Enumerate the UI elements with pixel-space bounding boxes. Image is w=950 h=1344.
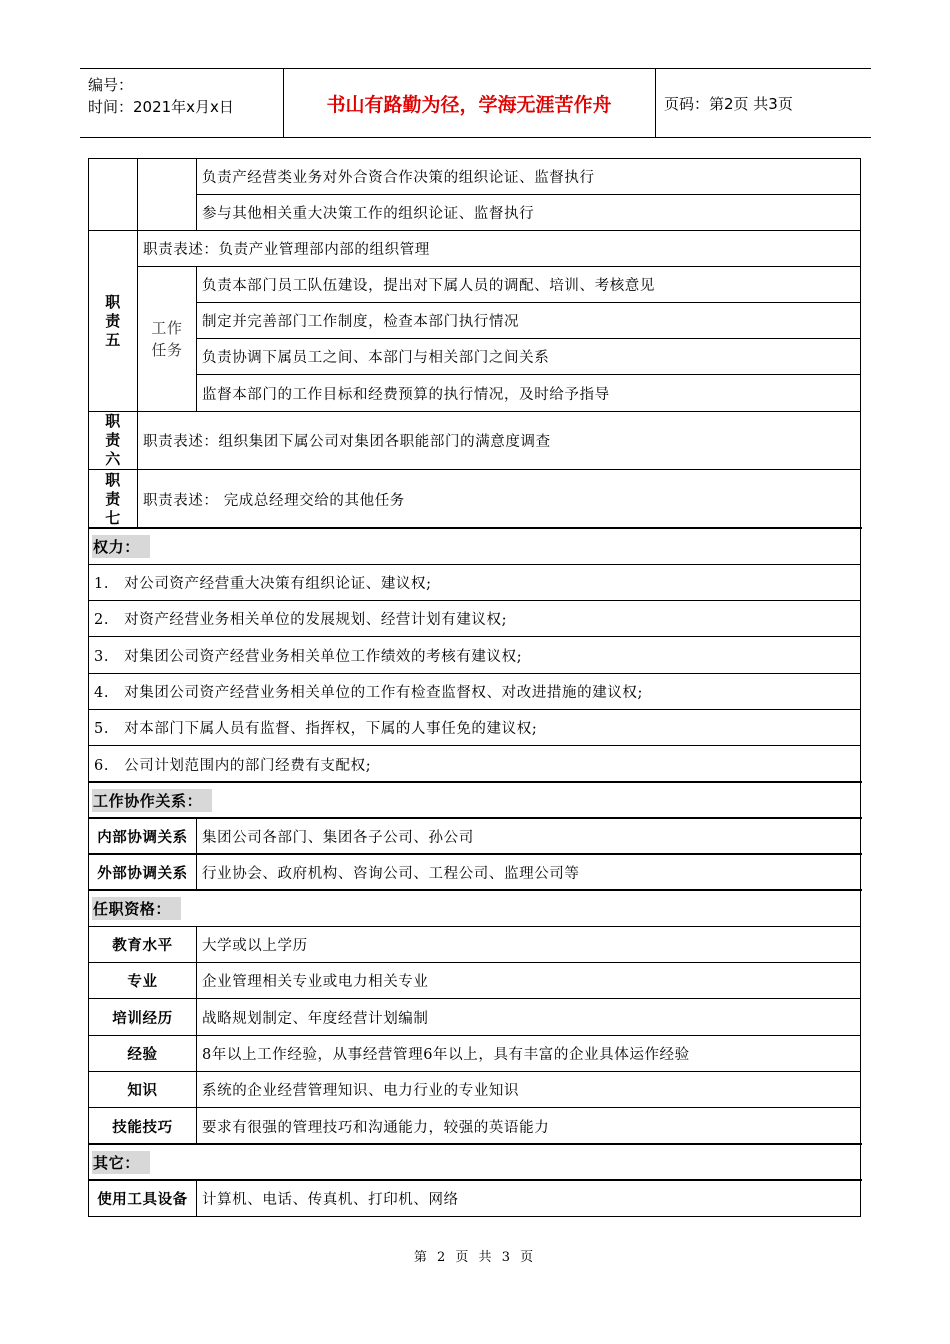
- duty6-label: [88, 411, 138, 470]
- document-number-label: 编号：: [88, 76, 134, 94]
- qualification-label: 培训经历: [88, 998, 197, 1036]
- cooperation-section-title: [88, 782, 861, 819]
- header-page-number: 页码：第2页 共3页: [664, 94, 793, 113]
- page-header: [80, 68, 871, 138]
- qualification-label: 知识: [88, 1071, 197, 1108]
- qualifications-title: 任职资格：: [92, 897, 181, 920]
- qualification-label: 经验: [88, 1035, 197, 1072]
- task-label-line: 任务: [151, 341, 183, 359]
- duty6-label-char: 六: [105, 450, 121, 468]
- duty-label-cell-empty: [88, 158, 138, 231]
- task-label-cell-empty: [137, 158, 197, 231]
- duty7-description: 职责表述： 完成总经理交给的其他任务: [137, 469, 861, 529]
- powers-title: 权力：: [92, 535, 150, 558]
- duty5-task-row: 制定并完善部门工作制度，检查本部门执行情况: [196, 302, 861, 339]
- power-item: 6. 公司计划范围内的部门经费有支配权;: [88, 745, 861, 783]
- qualification-label: 专业: [88, 962, 197, 999]
- cooperation-title: 工作协作关系：: [92, 789, 212, 812]
- power-item: 1. 对公司资产经营重大决策有组织论证、建议权;: [88, 564, 861, 601]
- duty5-label-char: 职: [105, 292, 121, 311]
- duty7-label-char: 责: [105, 489, 121, 508]
- qualification-value: 系统的企业经营管理知识、电力行业的专业知识: [196, 1071, 861, 1108]
- duty5-task-row: 监督本部门的工作目标和经费预算的执行情况，及时给予指导: [196, 374, 861, 412]
- cooperation-value: 行业协会、政府机构、咨询公司、工程公司、监理公司等: [196, 854, 861, 891]
- cooperation-label: 内部协调关系: [88, 818, 197, 855]
- qualification-value: 8年以上工作经验，从事经营管理6年以上，具有丰富的企业具体运作经验: [196, 1035, 861, 1072]
- task-label-line: 工作: [151, 319, 183, 337]
- powers-section-title: [88, 528, 861, 565]
- duty6-description: 职责表述：组织集团下属公司对集团各职能部门的满意度调查: [137, 411, 861, 470]
- duty5-description: 职责表述：负责产业管理部内部的组织管理: [137, 230, 861, 267]
- qualification-label: 技能技巧: [88, 1107, 197, 1145]
- qualification-value: 企业管理相关专业或电力相关专业: [196, 962, 861, 999]
- cooperation-value: 集团公司各部门、集团各子公司、孙公司: [196, 818, 861, 855]
- duty5-task-label: [137, 266, 197, 412]
- duty7-label-char: 职: [105, 470, 121, 489]
- duty7-label-char: 七: [105, 508, 121, 527]
- cooperation-label: 外部协调关系: [88, 854, 197, 891]
- duty5-label: [88, 230, 138, 412]
- duty6-label-char: 职: [105, 412, 121, 430]
- duty5-label-char: 五: [105, 330, 121, 349]
- duty-task-row: 负责产经营类业务对外合资合作决策的组织论证、监督执行: [196, 158, 861, 195]
- qualification-label: 教育水平: [88, 926, 197, 963]
- page-footer: 第 2 页 共 3 页: [413, 1250, 537, 1265]
- qualification-value: 大学或以上学历: [196, 926, 861, 963]
- power-item: 2. 对资产经营业务相关单位的发展规划、经营计划有建议权;: [88, 600, 861, 637]
- duty5-task-row: 负责协调下属员工之间、本部门与相关部门之间关系: [196, 338, 861, 375]
- header-divider: [655, 69, 656, 137]
- other-label: 使用工具设备: [88, 1180, 197, 1217]
- qualification-value: 战略规划制定、年度经营计划编制: [196, 998, 861, 1036]
- power-item: 5. 对本部门下属人员有监督、指挥权，下属的人事任免的建议权;: [88, 709, 861, 746]
- duty5-label-char: 责: [105, 311, 121, 330]
- header-motto: 书山有路勤为径，学海无涯苦作舟: [326, 93, 612, 116]
- power-item: 3. 对集团公司资产经营业务相关单位工作绩效的考核有建议权;: [88, 636, 861, 674]
- other-title: 其它：: [92, 1151, 150, 1174]
- other-value: 计算机、电话、传真机、打印机、网络: [196, 1180, 861, 1217]
- header-meta: [88, 74, 234, 118]
- duty-task-row: 参与其他相关重大决策工作的组织论证、监督执行: [196, 194, 861, 231]
- qualification-value: 要求有很强的管理技巧和沟通能力，较强的英语能力: [196, 1107, 861, 1145]
- power-item: 4. 对集团公司资产经营业务相关单位的工作有检查监督权、对改进措施的建议权;: [88, 673, 861, 710]
- duty7-label: [88, 469, 138, 529]
- document-time-label: 时间：2021年x月x日: [88, 98, 234, 116]
- duty5-task-row: 负责本部门员工队伍建设，提出对下属人员的调配、培训、考核意见: [196, 266, 861, 303]
- other-section-title: [88, 1144, 861, 1181]
- qualifications-section-title: [88, 890, 861, 927]
- duty6-label-char: 责: [105, 431, 121, 449]
